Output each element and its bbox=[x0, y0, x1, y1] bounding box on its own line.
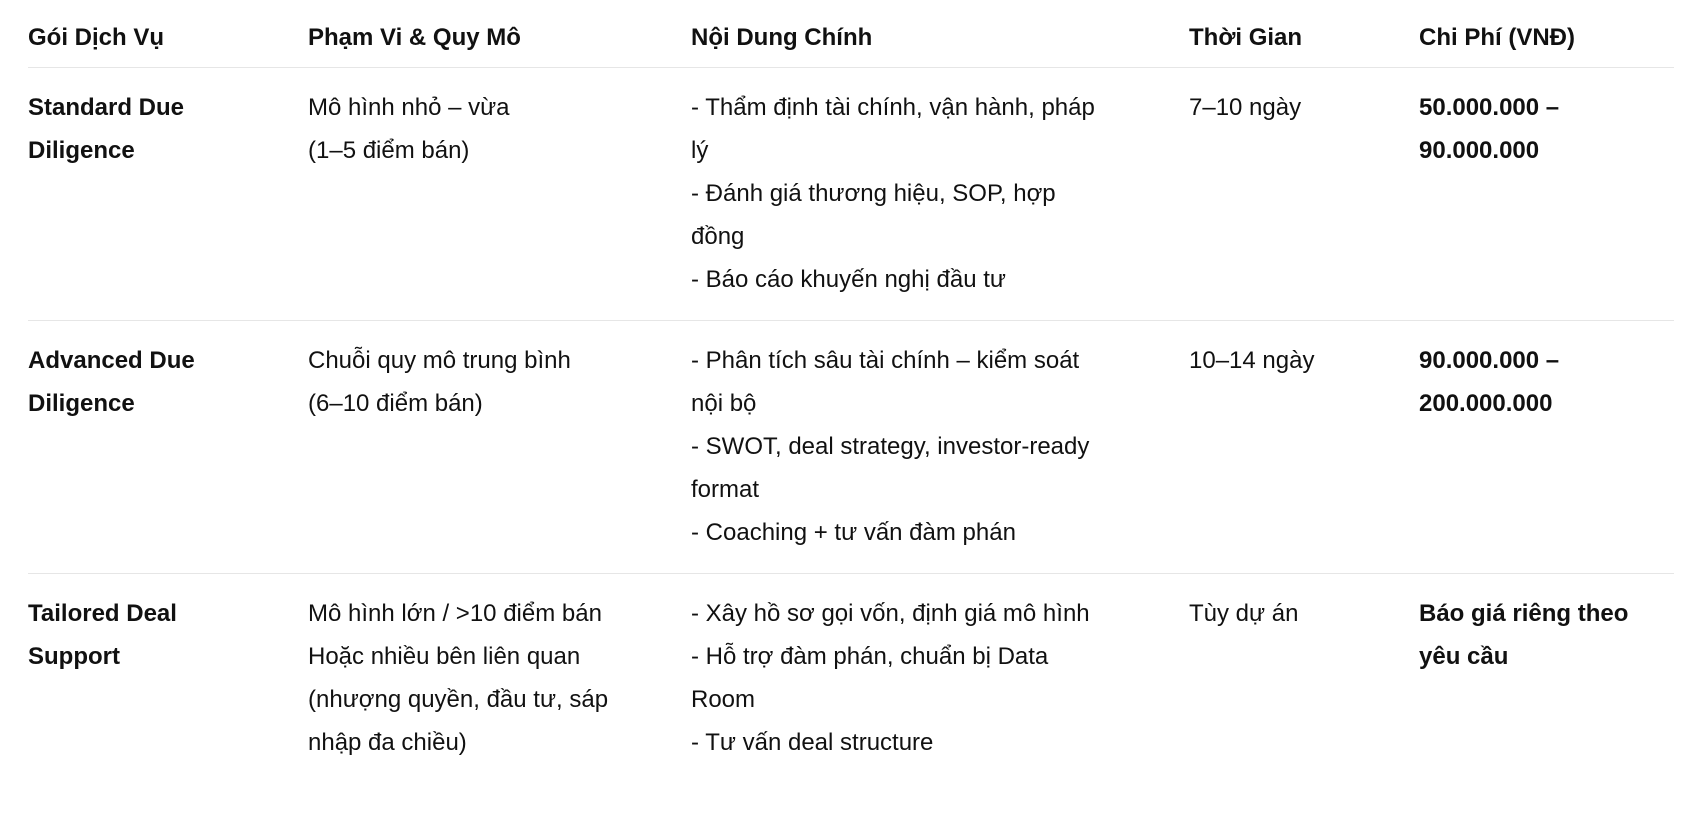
scope-line: Mô hình lớn / >10 điểm bán bbox=[308, 600, 602, 627]
content-line: - Xây hồ sơ gọi vốn, định giá mô hình bbox=[691, 600, 1090, 627]
scope-cell bbox=[308, 574, 691, 826]
time-value: 7–10 ngày bbox=[1189, 94, 1302, 121]
package-line: Tailored Deal bbox=[28, 600, 177, 627]
content-line: - Báo cáo khuyến nghị đầu tư bbox=[691, 266, 1006, 293]
scope-line: (1–5 điểm bán) bbox=[308, 137, 470, 164]
scope-line: (nhượng quyền, đầu tư, sáp bbox=[308, 686, 609, 713]
time-cell bbox=[1189, 68, 1419, 320]
package-cell bbox=[28, 574, 308, 826]
content-line: - Đánh giá thương hiệu, SOP, hợp bbox=[691, 180, 1056, 207]
cost-line: 90.000.000 – bbox=[1419, 347, 1560, 374]
cost-line: 90.000.000 bbox=[1419, 137, 1540, 164]
content-line: nội bộ bbox=[691, 390, 757, 417]
time-cell bbox=[1189, 321, 1419, 573]
package-line: Diligence bbox=[28, 390, 135, 417]
table-row bbox=[28, 574, 1674, 826]
content-line: - Thẩm định tài chính, vận hành, pháp bbox=[691, 94, 1095, 121]
package-line: Standard Due bbox=[28, 94, 185, 121]
scope-line: Mô hình nhỏ – vừa bbox=[308, 94, 510, 121]
package-line: Support bbox=[28, 643, 120, 670]
cost-cell bbox=[1419, 68, 1674, 320]
content-line: - Hỗ trợ đàm phán, chuẩn bị Data bbox=[691, 643, 1049, 670]
package-cell bbox=[28, 68, 308, 320]
service-pricing-table bbox=[28, 0, 1674, 826]
content-line: lý bbox=[691, 137, 709, 164]
content-cell bbox=[691, 68, 1189, 320]
time-value: Tùy dự án bbox=[1189, 600, 1299, 627]
header-scope: Phạm Vi & Quy Mô bbox=[308, 24, 521, 51]
header-cost: Chi Phí (VNĐ) bbox=[1419, 24, 1575, 51]
scope-line: Hoặc nhiều bên liên quan bbox=[308, 643, 581, 670]
package-line: Diligence bbox=[28, 137, 135, 164]
content-line: - Phân tích sâu tài chính – kiểm soát bbox=[691, 347, 1080, 374]
content-cell bbox=[691, 321, 1189, 573]
time-value: 10–14 ngày bbox=[1189, 347, 1315, 374]
table-header-row bbox=[28, 0, 1674, 68]
package-line: Advanced Due bbox=[28, 347, 195, 374]
content-line: - Coaching + tư vấn đàm phán bbox=[691, 519, 1016, 546]
package-cell bbox=[28, 321, 308, 573]
header-content: Nội Dung Chính bbox=[691, 24, 873, 51]
scope-line: (6–10 điểm bán) bbox=[308, 390, 483, 417]
header-package: Gói Dịch Vụ bbox=[28, 24, 165, 51]
cost-line: Báo giá riêng theo bbox=[1419, 600, 1629, 627]
cost-line: yêu cầu bbox=[1419, 643, 1509, 670]
cost-line: 200.000.000 bbox=[1419, 390, 1553, 417]
content-line: Room bbox=[691, 686, 756, 713]
content-line: format bbox=[691, 476, 760, 503]
content-cell bbox=[691, 574, 1189, 826]
time-cell bbox=[1189, 574, 1419, 826]
cost-cell bbox=[1419, 321, 1674, 573]
cost-line: 50.000.000 – bbox=[1419, 94, 1560, 121]
scope-cell bbox=[308, 68, 691, 320]
header-time: Thời Gian bbox=[1189, 24, 1303, 51]
content-line: đồng bbox=[691, 223, 745, 250]
table-row bbox=[28, 321, 1674, 574]
scope-cell bbox=[308, 321, 691, 573]
table-row bbox=[28, 68, 1674, 321]
scope-line: nhập đa chiều) bbox=[308, 729, 467, 756]
content-line: - SWOT, deal strategy, investor-ready bbox=[691, 433, 1090, 460]
scope-line: Chuỗi quy mô trung bình bbox=[308, 347, 571, 374]
cost-cell bbox=[1419, 574, 1674, 826]
content-line: - Tư vấn deal structure bbox=[691, 729, 934, 756]
